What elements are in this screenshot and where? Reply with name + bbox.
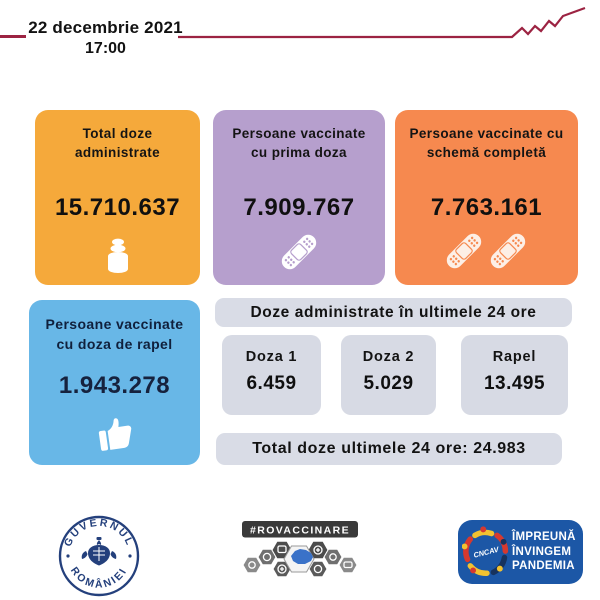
report-time: 17:00 xyxy=(85,40,126,57)
trend-line-icon xyxy=(178,3,590,45)
box-dose2-value: 5.029 xyxy=(363,373,414,394)
card-first-dose xyxy=(213,110,385,285)
cncav-slogan-line3: PANDEMIA xyxy=(512,560,575,573)
card-full-scheme-title: Persoane vaccinate cu schemă completă xyxy=(409,126,564,160)
card-booster-dose xyxy=(29,300,200,465)
cncav-slogan-line2: ÎNVINGEM xyxy=(512,545,572,558)
card-booster-title: Persoane vaccinate cu doza de rapel xyxy=(45,316,184,352)
cncav-slogan-line1: ÎMPREUNĂ xyxy=(512,530,576,543)
box-dose2-label: Doza 2 xyxy=(362,349,415,365)
report-datetime xyxy=(28,18,183,58)
card-total-doses-title: Total doze administrate xyxy=(74,126,161,160)
bandage-icon xyxy=(213,229,385,275)
cncav-emblem-icon xyxy=(462,525,510,579)
box-booster-label: Rapel xyxy=(492,349,537,365)
report-date: 22 decembrie 2021 xyxy=(28,18,183,37)
box-dose1-label: Doza 1 xyxy=(245,349,298,365)
last24h-total: Total doze ultimele 24 ore: 24.983 xyxy=(216,433,562,465)
government-of-romania-logo xyxy=(55,515,143,597)
card-total-doses xyxy=(35,110,200,285)
cncav-slogan xyxy=(512,530,576,575)
card-first-dose-value: 7.909.767 xyxy=(243,194,355,221)
box-dose2 xyxy=(341,335,436,415)
box-booster xyxy=(461,335,568,415)
gov-seal-arc-bottom: ROMÂNIEI xyxy=(67,564,130,591)
double-bandage-icon xyxy=(395,227,578,275)
card-total-doses-value: 15.710.637 xyxy=(54,194,181,221)
rovaccinare-banner-text: #ROVACCINARE xyxy=(249,524,351,537)
thumbs-up-icon xyxy=(29,411,200,455)
card-first-dose-title: Persoane vaccinate cu prima doza xyxy=(232,126,366,160)
cncav-logo xyxy=(458,520,583,584)
box-booster-value: 13.495 xyxy=(483,373,546,394)
card-full-scheme xyxy=(395,110,578,285)
header-left-rule xyxy=(0,35,26,38)
cncav-name: CNCAV xyxy=(472,544,500,560)
last24h-title: Doze administrate în ultimele 24 ore xyxy=(215,298,572,327)
card-full-scheme-value: 7.763.161 xyxy=(430,194,543,221)
box-dose1-value: 6.459 xyxy=(246,373,297,394)
gov-seal-arc-top: GUVERNUL xyxy=(61,516,137,549)
rovaccinare-logo xyxy=(234,521,366,585)
card-booster-value: 1.943.278 xyxy=(58,372,171,399)
vial-icon xyxy=(35,237,200,275)
box-dose1 xyxy=(222,335,321,415)
